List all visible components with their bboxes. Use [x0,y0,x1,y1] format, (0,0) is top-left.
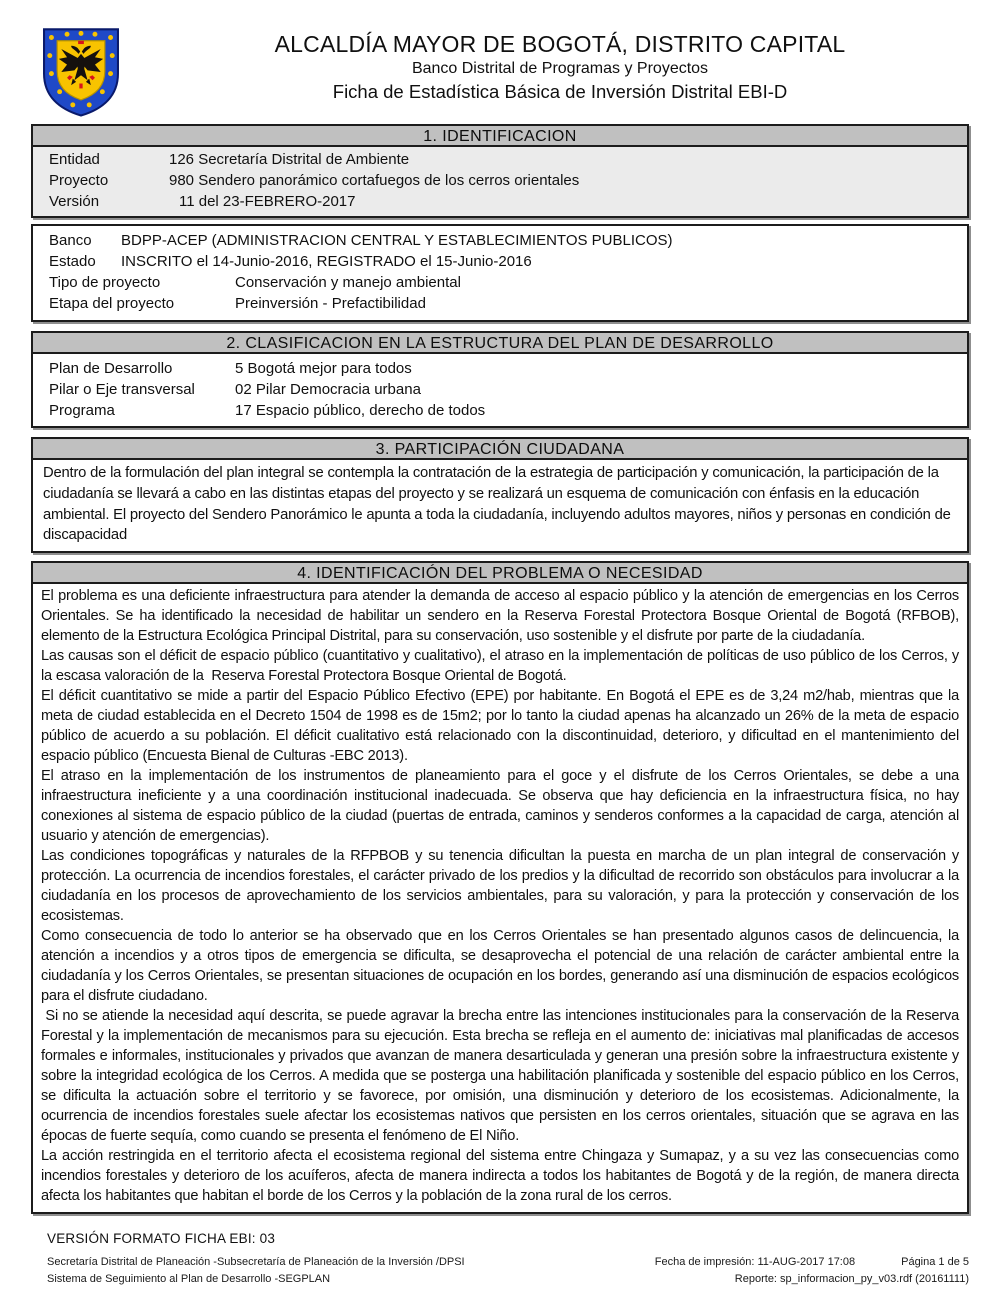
format-version-label: VERSIÓN FORMATO FICHA EBI: 03 [47,1231,276,1246]
footer-meta-row1 [655,1254,969,1271]
section-participacion [31,437,969,553]
field-label: Programa [49,402,115,419]
field-value: INSCRITO el 14-Junio-2016, REGISTRADO el 15-Junio-2016 [121,253,532,270]
report-id: Reporte: sp_informacion_py_v03.rdf (20161111) [734,1273,969,1285]
field-value: 5 Bogotá mejor para todos [235,360,412,377]
problema-paragraph: Como consecuencia de todo lo anterior se ha observado que en los Cerros Orientales se han presentado algunos casos de delincuencia, la atención a incendios y a otros tipos de emergencia se dificulta, se desaprovecha el potencial de una relación de carácter ambiental entre la ciudadanía y los Cerros Orientales, se presentan situaciones de ocupación en los bordes, generando así una disminución de espacios ecológicos para el disfrute ciudadano. [41,928,963,1005]
section-identificacion-title: 1. IDENTIFICACION [33,126,967,147]
footer-org-line1: Secretaría Distrital de Planeación -Subsecretaría de Planeación de la Inversión /DPSI [47,1256,465,1268]
problema-paragraph: Las condiciones topográficas y naturales de la RFPBOB y su tenencia dificultan la puesta en marcha de un plan integral de conservación y protección. La ocurrencia de incendios forestales, el carácter privado de los predios y la dificultad de recorrido son obstáculos para involucrar a la ciudadanía en los procesos de aprovechamiento de los servicios ambientales, para su valoración, y para la protección y conservación de los ecosistemas. [41,848,963,925]
field-label: Proyecto [49,172,109,189]
field-pilar-eje [49,379,951,400]
problema-paragraph: Las causas son el déficit de espacio público (cuantitativo y cualitativo), el atraso en la implementación de políticas de uso público de los Cerros, y la escasa valoración de la Reserva Forestal Protectora Bosque Oriental de Bogotá. [41,648,963,685]
field-value: BDPP-ACEP (ADMINISTRACION CENTRAL Y ESTABLECIMIENTOS PUBLICOS) [121,232,673,249]
footer-meta-block [655,1254,969,1288]
footer-org-line2: Sistema de Seguimiento al Plan de Desarrollo -SEGPLAN [47,1273,331,1285]
field-label: Versión [49,193,100,210]
problema-box [33,584,967,1212]
document-header [31,24,969,120]
field-value: Preinversión - Prefactibilidad [235,295,426,312]
field-proyecto [49,170,951,191]
field-value: 11 del 23-FEBRERO-2017 [179,193,356,210]
section-problema [31,561,969,1214]
field-value: 126 Secretaría Distrital de Ambiente [169,151,410,168]
field-label: Tipo de proyecto [49,274,161,291]
field-entidad [49,149,951,170]
field-label: Pilar o Eje transversal [49,381,195,398]
problema-paragraph: La acción restringida en el territorio afecta el ecosistema regional del sistema entre Chingaza y Sumapaz, y a su vez las consecuencias como incendios forestales y deterioro de los acuíferos, afecta de manera indirecta a todos los habitantes de Bogotá y de la región, de manera directa afecta los habitantes que habitan el borde de los Cerros y la población de la zona rural de los cerros. [41,1148,963,1205]
clasificacion-box [33,354,967,426]
field-label: Estado [49,253,96,270]
field-value: 980 Sendero panorámico cortafuegos de los cerros orientales [169,172,580,189]
field-label: Etapa del proyecto [49,295,175,312]
document-title: ALCALDÍA MAYOR DE BOGOTÁ, DISTRITO CAPITAL [274,31,846,57]
footer-org-block [31,1254,655,1288]
participacion-box [33,460,967,551]
section-clasificacion [31,331,969,428]
field-label: Plan de Desarrollo [49,360,173,377]
field-label: Entidad [49,151,100,168]
field-label: Banco [49,232,92,249]
field-estado [49,251,951,272]
print-date: Fecha de impresión: 11-AUG-2017 17:08 [654,1256,856,1268]
page-number: Página 1 de 5 [901,1256,969,1268]
document-subtitle-ficha: Ficha de Estadística Básica de Inversión Distrital EBI-D [332,81,788,102]
identificacion-box [33,147,967,216]
problema-paragraph: El problema es una deficiente infraestructura para atender la demanda de acceso al espacio público y la atención de emergencias en los Cerros Orientales. Se ha identificado la necesidad de habilitar un sendero en la Reserva Forestal Protectora Bosque Oriental de Bogotá (RFBOB), elemento de la Estructura Ecológica Principal Distrital, para su conservación, uso sostenible y el disfrute por parte de la ciudadanía. [41,588,963,645]
section-clasificacion-title: 2. CLASIFICACION EN LA ESTRUCTURA DEL PLAN DE DESARROLLO [33,333,967,354]
field-value: 02 Pilar Democracia urbana [235,381,421,398]
banco-estado-box [31,224,969,322]
field-plan-desarrollo [49,358,951,379]
crest-crown [78,41,84,44]
section-problema-title: 4. IDENTIFICACIÓN DEL PROBLEMA O NECESIDAD [33,563,967,584]
section-identificacion [31,124,969,218]
field-tipo-proyecto [49,272,951,293]
participacion-text: Dentro de la formulación del plan integral se contempla la contratación de la estrategia de participación y comunicación, la participación de la ciudadanía se llevará a cabo en las distintas etapas del proyecto y se realizará un esquema de comunicación con énfasis en la educación ambiental. El proyecto del Sendero Panorámico le apunta a toda la ciudadanía, incluyendo adultos mayores, niños y personas en condición de discapacidad [43,465,955,544]
problema-paragraph: Si no se atiende la necesidad aquí descrita, se puede agravar la brecha entre las intenciones institucionales para la conservación de la Reserva Forestal y la implementación de mecanismos para su ejecución. Esta brecha se refleja en el aumento de: iniciativas mal planificadas de accesos formales e informales, institucionales y privados que avanzan de manera desarticulada y generan una presión sobre la infraestructura existente y sobre la integridad ecológica de los Cerros. A medida que se posterga una habilitación planificada y sostenible del espacio público en los Cerros, se dificulta la actuación sobre el territorio y se favorece, por omisión, una disminución y deterioro de los ecosistemas. Adicionalmente, la ocurrencia de incendios forestales suele afectar los ecosistemas nativos que persisten en los cerros orientales, situación que se agrava en las épocas de fuerte sequía, como cuando se presenta el fenómeno de El Niño. [41,1008,963,1145]
field-version [49,191,951,212]
document-subtitle-bank: Banco Distrital de Programas y Proyectos [411,60,709,77]
bogota-coat-of-arms-icon [39,26,123,118]
document-footer [31,1227,969,1288]
field-programa [49,400,951,421]
field-etapa-proyecto [49,293,951,314]
section-participacion-title: 3. PARTICIPACIÓN CIUDADANA [33,439,967,460]
footer-details [31,1254,969,1288]
field-value: 17 Espacio público, derecho de todos [235,402,486,419]
field-banco [49,230,951,251]
field-value: Conservación y manejo ambiental [235,274,461,291]
problema-paragraph: El atraso en la implementación de los instrumentos de planeamiento para el goce y el disfrute de los Cerros Orientales, se debe a una infraestructura ineficiente y a una coordinación institucional inadecuada. Se observa que hay deficiencia en la infraestructura física, no hay conexiones al sistema de espacio público de la ciudad (puertas de entrada, caminos y senderos conformes a la capacidad de carga, atención al usuario y atención de emergencias). [41,768,963,845]
problema-paragraph: El déficit cuantitativo se mide a partir del Espacio Público Efectivo (EPE) por habitante. En Bogotá el EPE es de 3,24 m2/hab, mientras que la meta de ciudad establecida en el Decreto 1504 de 1998 es de 15m2; por lo tanto la ciudad apenas ha alcanzado un 26% de la meta de espacio público de acuerdo a su población. El déficit cualitativo está relacionado con la discontinuidad, deterioro, y dificultad en el mantenimiento del espacio público (Encuesta Bienal de Culturas -EBC 2013). [41,688,963,765]
title-block [151,24,969,104]
